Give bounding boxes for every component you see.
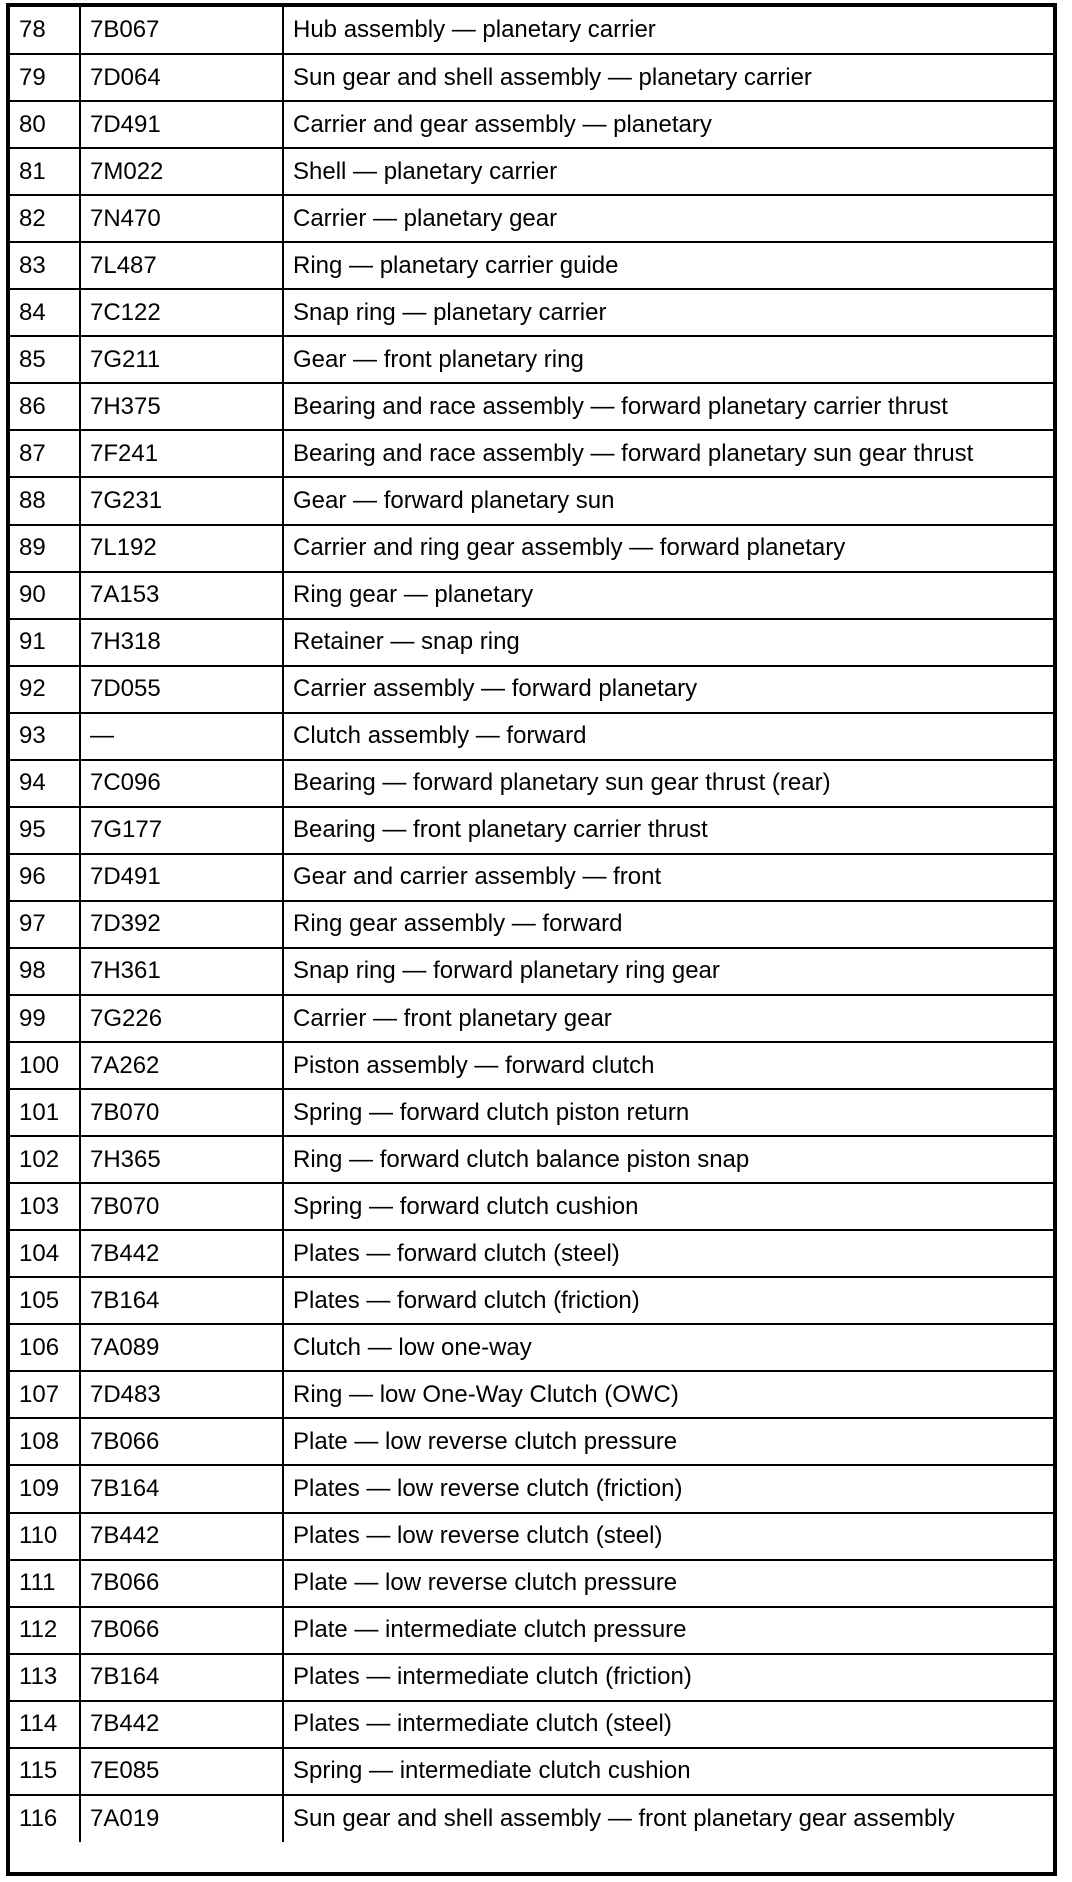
table-row xyxy=(10,713,1053,760)
part-description-cell: Snap ring — forward planetary ring gear xyxy=(283,948,1053,995)
table-row xyxy=(10,1465,1053,1512)
part-code-cell: 7A089 xyxy=(80,1324,283,1371)
part-description-cell: Ring — forward clutch balance piston snap xyxy=(283,1136,1053,1183)
part-description-cell: Plates — forward clutch (steel) xyxy=(283,1230,1053,1277)
part-code-cell: 7E085 xyxy=(80,1748,283,1795)
table-row xyxy=(10,760,1053,807)
part-code-cell: 7A153 xyxy=(80,572,283,619)
table-row xyxy=(10,383,1053,430)
table-row xyxy=(10,1560,1053,1607)
item-number-cell: 79 xyxy=(10,54,80,101)
part-code-cell: 7B164 xyxy=(80,1654,283,1701)
part-description-cell: Ring — planetary carrier guide xyxy=(283,242,1053,289)
parts-table-body xyxy=(10,7,1053,1842)
part-code-cell: 7A019 xyxy=(80,1795,283,1842)
part-code-cell: 7D491 xyxy=(80,854,283,901)
item-number-cell: 104 xyxy=(10,1230,80,1277)
item-number-cell: 112 xyxy=(10,1607,80,1654)
table-row xyxy=(10,1277,1053,1324)
item-number-cell: 84 xyxy=(10,289,80,336)
part-code-cell: 7B067 xyxy=(80,7,283,54)
part-code-cell: 7B164 xyxy=(80,1465,283,1512)
table-row xyxy=(10,995,1053,1042)
part-code-cell: 7H375 xyxy=(80,383,283,430)
item-number-cell: 111 xyxy=(10,1560,80,1607)
part-description-cell: Carrier assembly — forward planetary xyxy=(283,666,1053,713)
item-number-cell: 98 xyxy=(10,948,80,995)
item-number-cell: 91 xyxy=(10,619,80,666)
part-code-cell: 7D483 xyxy=(80,1371,283,1418)
table-row xyxy=(10,477,1053,524)
part-description-cell: Gear — forward planetary sun xyxy=(283,477,1053,524)
part-code-cell: 7D064 xyxy=(80,54,283,101)
table-row xyxy=(10,336,1053,383)
part-description-cell: Ring gear — planetary xyxy=(283,572,1053,619)
part-description-cell: Carrier — planetary gear xyxy=(283,195,1053,242)
table-row xyxy=(10,807,1053,854)
part-code-cell: 7B066 xyxy=(80,1560,283,1607)
part-code-cell: 7D491 xyxy=(80,101,283,148)
table-row xyxy=(10,1607,1053,1654)
part-code-cell: 7B442 xyxy=(80,1701,283,1748)
item-number-cell: 103 xyxy=(10,1183,80,1230)
table-row xyxy=(10,148,1053,195)
item-number-cell: 92 xyxy=(10,666,80,713)
part-code-cell: 7F241 xyxy=(80,430,283,477)
item-number-cell: 90 xyxy=(10,572,80,619)
table-row xyxy=(10,54,1053,101)
table-row xyxy=(10,1795,1053,1842)
table-row xyxy=(10,901,1053,948)
part-description-cell: Spring — forward clutch piston return xyxy=(283,1089,1053,1136)
part-description-cell: Ring — low One-Way Clutch (OWC) xyxy=(283,1371,1053,1418)
part-description-cell: Plates — low reverse clutch (friction) xyxy=(283,1465,1053,1512)
part-code-cell: 7G231 xyxy=(80,477,283,524)
item-number-cell: 109 xyxy=(10,1465,80,1512)
part-code-cell: 7L487 xyxy=(80,242,283,289)
item-number-cell: 87 xyxy=(10,430,80,477)
table-row xyxy=(10,1748,1053,1795)
part-description-cell: Carrier and gear assembly — planetary xyxy=(283,101,1053,148)
table-row xyxy=(10,854,1053,901)
part-description-cell: Plate — low reverse clutch pressure xyxy=(283,1418,1053,1465)
part-description-cell: Bearing and race assembly — forward planetary sun gear thrust xyxy=(283,430,1053,477)
table-row xyxy=(10,7,1053,54)
item-number-cell: 115 xyxy=(10,1748,80,1795)
item-number-cell: 116 xyxy=(10,1795,80,1842)
part-description-cell: Plate — intermediate clutch pressure xyxy=(283,1607,1053,1654)
table-row xyxy=(10,1183,1053,1230)
table-row xyxy=(10,1324,1053,1371)
part-description-cell: Bearing — front planetary carrier thrust xyxy=(283,807,1053,854)
part-code-cell: 7G177 xyxy=(80,807,283,854)
table-row xyxy=(10,1701,1053,1748)
table-row xyxy=(10,1371,1053,1418)
part-description-cell: Retainer — snap ring xyxy=(283,619,1053,666)
part-code-cell: 7A262 xyxy=(80,1042,283,1089)
table-row xyxy=(10,1418,1053,1465)
part-code-cell: 7L192 xyxy=(80,525,283,572)
part-description-cell: Shell — planetary carrier xyxy=(283,148,1053,195)
item-number-cell: 95 xyxy=(10,807,80,854)
part-description-cell: Spring — intermediate clutch cushion xyxy=(283,1748,1053,1795)
table-row xyxy=(10,195,1053,242)
part-description-cell: Plate — low reverse clutch pressure xyxy=(283,1560,1053,1607)
part-code-cell: 7M022 xyxy=(80,148,283,195)
part-description-cell: Plates — forward clutch (friction) xyxy=(283,1277,1053,1324)
item-number-cell: 86 xyxy=(10,383,80,430)
item-number-cell: 107 xyxy=(10,1371,80,1418)
part-code-cell: 7H361 xyxy=(80,948,283,995)
item-number-cell: 110 xyxy=(10,1513,80,1560)
table-row xyxy=(10,572,1053,619)
item-number-cell: 100 xyxy=(10,1042,80,1089)
table-row xyxy=(10,1042,1053,1089)
part-description-cell: Snap ring — planetary carrier xyxy=(283,289,1053,336)
table-row xyxy=(10,289,1053,336)
part-description-cell: Clutch — low one-way xyxy=(283,1324,1053,1371)
table-row xyxy=(10,948,1053,995)
table-row xyxy=(10,1136,1053,1183)
part-description-cell: Sun gear and shell assembly — planetary carrier xyxy=(283,54,1053,101)
part-code-cell: 7B070 xyxy=(80,1183,283,1230)
part-description-cell: Bearing — forward planetary sun gear thrust (rear) xyxy=(283,760,1053,807)
item-number-cell: 81 xyxy=(10,148,80,195)
item-number-cell: 93 xyxy=(10,713,80,760)
table-row xyxy=(10,1089,1053,1136)
part-code-cell: 7C096 xyxy=(80,760,283,807)
item-number-cell: 80 xyxy=(10,101,80,148)
table-row xyxy=(10,1513,1053,1560)
part-code-cell: 7D392 xyxy=(80,901,283,948)
item-number-cell: 78 xyxy=(10,7,80,54)
part-code-cell: 7H318 xyxy=(80,619,283,666)
item-number-cell: 101 xyxy=(10,1089,80,1136)
item-number-cell: 94 xyxy=(10,760,80,807)
item-number-cell: 96 xyxy=(10,854,80,901)
table-row xyxy=(10,242,1053,289)
part-code-cell: 7B442 xyxy=(80,1513,283,1560)
part-code-cell: 7G211 xyxy=(80,336,283,383)
part-description-cell: Carrier and ring gear assembly — forward planetary xyxy=(283,525,1053,572)
item-number-cell: 89 xyxy=(10,525,80,572)
part-description-cell: Piston assembly — forward clutch xyxy=(283,1042,1053,1089)
part-description-cell: Clutch assembly — forward xyxy=(283,713,1053,760)
table-row xyxy=(10,1230,1053,1277)
part-code-cell: 7B164 xyxy=(80,1277,283,1324)
part-code-cell: 7B070 xyxy=(80,1089,283,1136)
part-description-cell: Gear and carrier assembly — front xyxy=(283,854,1053,901)
table-row xyxy=(10,1654,1053,1701)
part-code-cell: 7B066 xyxy=(80,1607,283,1654)
item-number-cell: 102 xyxy=(10,1136,80,1183)
part-code-cell: 7H365 xyxy=(80,1136,283,1183)
item-number-cell: 106 xyxy=(10,1324,80,1371)
item-number-cell: 99 xyxy=(10,995,80,1042)
part-description-cell: Sun gear and shell assembly — front planetary gear assembly xyxy=(283,1795,1053,1842)
item-number-cell: 108 xyxy=(10,1418,80,1465)
part-description-cell: Bearing and race assembly — forward planetary carrier thrust xyxy=(283,383,1053,430)
table-row xyxy=(10,619,1053,666)
part-description-cell: Ring gear assembly — forward xyxy=(283,901,1053,948)
part-code-cell: 7G226 xyxy=(80,995,283,1042)
part-description-cell: Gear — front planetary ring xyxy=(283,336,1053,383)
parts-table xyxy=(10,7,1053,1842)
part-code-cell: 7C122 xyxy=(80,289,283,336)
item-number-cell: 105 xyxy=(10,1277,80,1324)
table-row xyxy=(10,525,1053,572)
part-description-cell: Plates — low reverse clutch (steel) xyxy=(283,1513,1053,1560)
item-number-cell: 88 xyxy=(10,477,80,524)
table-row xyxy=(10,101,1053,148)
part-description-cell: Plates — intermediate clutch (friction) xyxy=(283,1654,1053,1701)
table-row xyxy=(10,666,1053,713)
part-code-cell: 7D055 xyxy=(80,666,283,713)
item-number-cell: 82 xyxy=(10,195,80,242)
part-description-cell: Hub assembly — planetary carrier xyxy=(293,16,656,44)
part-code-cell: 7N470 xyxy=(80,195,283,242)
item-number-cell: 85 xyxy=(10,336,80,383)
item-number-cell: 97 xyxy=(10,901,80,948)
table-row xyxy=(10,430,1053,477)
item-number-cell: 114 xyxy=(10,1701,80,1748)
part-code-cell: 7B066 xyxy=(80,1418,283,1465)
part-code-cell: — xyxy=(80,713,283,760)
item-number-cell: 83 xyxy=(10,242,80,289)
part-description-cell: Carrier — front planetary gear xyxy=(283,995,1053,1042)
part-description-cell: Plates — intermediate clutch (steel) xyxy=(283,1701,1053,1748)
part-code-cell: 7B442 xyxy=(80,1230,283,1277)
item-number-cell: 113 xyxy=(10,1654,80,1701)
part-description-cell: Spring — forward clutch cushion xyxy=(283,1183,1053,1230)
